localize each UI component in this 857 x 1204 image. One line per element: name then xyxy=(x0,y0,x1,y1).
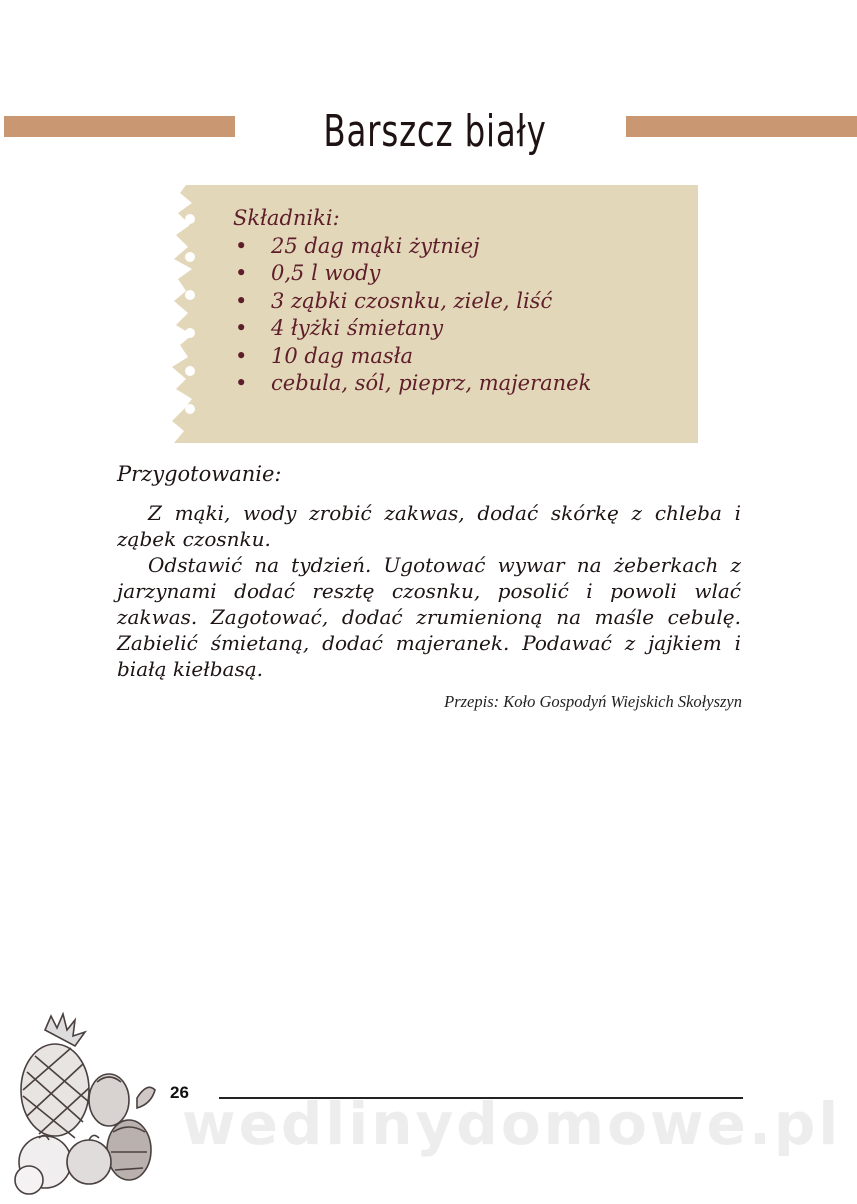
ingredient-item: • 25 dag mąki żytniej xyxy=(233,233,591,261)
ingredient-item: • 4 łyżki śmietany xyxy=(233,315,591,343)
preparation-text xyxy=(117,500,741,682)
recipe-source: Przepis: Koło Gospodyń Wiejskich Skołyszyn xyxy=(444,692,742,711)
ingredient-item: • 0,5 l wody xyxy=(233,260,591,288)
ingredients-heading: Składniki: xyxy=(233,206,340,230)
ingredient-item: • 10 dag masła xyxy=(233,343,591,371)
fruit-basket-illustration-icon xyxy=(5,1012,165,1204)
ingredient-item: • cebula, sól, pieprz, majeranek xyxy=(233,370,591,398)
page-number: 26 xyxy=(170,1083,189,1102)
ingredients-list xyxy=(233,205,591,398)
preparation-heading: Przygotowanie: xyxy=(117,462,282,486)
preparation-paragraph: Odstawić na tydzień. Ugotować wywar na żeberkach z jarzynami dodać resztę czosnku, posolić i powoli wlać zakwas. Zagotować, dodać zrumienioną na maśle cebulę. Zabielić śmietaną, dodać majeranek. Podawać z jajkiem i białą kiełbasą. xyxy=(117,553,741,681)
footer-rule xyxy=(219,1097,743,1099)
decorative-bar-left xyxy=(4,116,235,137)
ingredient-item: • 3 ząbki czosnku, ziele, liść xyxy=(233,288,591,316)
decorative-bar-right xyxy=(626,116,857,137)
recipe-title: Barszcz biały xyxy=(323,106,547,157)
watermark: wedlinydomowe.pl xyxy=(182,1090,842,1158)
preparation-paragraph: Z mąki, wody zrobić zakwas, dodać skórkę z chleba i ząbek czosnku. xyxy=(117,501,741,551)
